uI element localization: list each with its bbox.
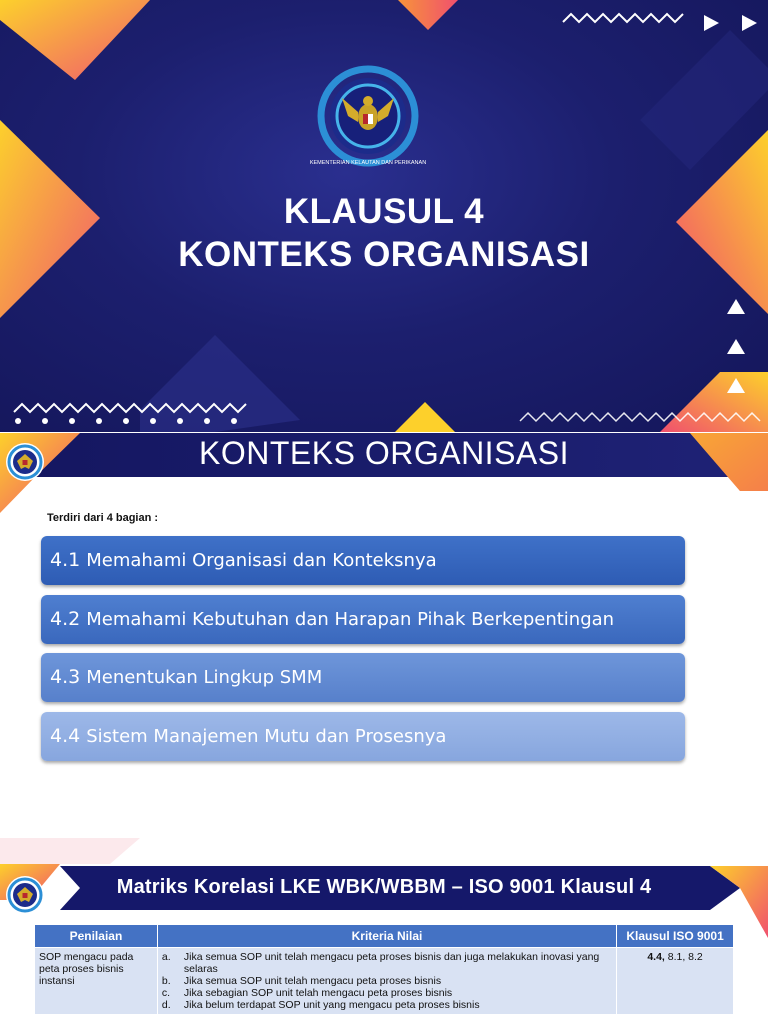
ministry-logo: [308, 64, 428, 168]
klausul-primary: 4.4,: [647, 951, 665, 963]
criteria-letter: c.: [161, 987, 171, 999]
criteria-item: [162, 999, 612, 1011]
clause-item-4-1: [41, 536, 685, 585]
criteria-item: [162, 975, 612, 987]
clause-number: 4.4: [50, 725, 81, 747]
clause-item-4-3: [41, 653, 685, 702]
clause-label: Memahami Kebutuhan dan Harapan Pihak Berkepentingan: [86, 609, 615, 630]
section-intro: Terdiri dari 4 bagian :: [47, 512, 159, 524]
table-row: [35, 948, 734, 1015]
clause-number: 4.2: [50, 608, 81, 630]
cell-penilaian: SOP mengacu pada peta proses bisnis instansi: [35, 948, 158, 1015]
clause-label: Menentukan Lingkup SMM: [86, 667, 323, 688]
slide-title: Matriks Korelasi LKE WBK/WBBM – ISO 9001 Klausul 4: [116, 876, 652, 898]
logo-caption: KEMENTERIAN KELAUTAN DAN PERIKANAN: [309, 160, 427, 166]
clause-label: Sistem Manajemen Mutu dan Prosesnya: [86, 726, 447, 747]
content-slide: [0, 433, 768, 833]
correlation-table: [34, 924, 734, 1015]
header-penilaian: Penilaian: [35, 925, 158, 948]
criteria-letter: d.: [161, 999, 171, 1011]
criteria-text: Jika belum terdapat SOP unit yang mengacu peta proses bisnis: [183, 999, 480, 1011]
clause-number: 4.1: [50, 549, 81, 571]
clause-item-4-2: [41, 595, 685, 644]
cell-klausul: [617, 948, 734, 1015]
slide-title-line-2: KONTEKS ORGANISASI: [178, 235, 590, 274]
table-header-row: [35, 925, 734, 948]
clause-label: Memahami Organisasi dan Konteksnya: [86, 550, 437, 571]
criteria-text: Jika semua SOP unit telah mengacu peta proses bisnis: [183, 975, 442, 987]
header-kriteria: Kriteria Nilai: [157, 925, 616, 948]
criteria-letter: b.: [161, 975, 171, 987]
criteria-item: [162, 951, 612, 975]
criteria-letter: a.: [161, 951, 171, 963]
header-klausul: Klausul ISO 9001: [617, 925, 734, 948]
matrix-slide: [0, 838, 768, 1024]
title-slide: [0, 0, 768, 432]
criteria-text: Jika sebagian SOP unit telah mengacu peta proses bisnis: [183, 987, 453, 999]
clause-item-4-4: [41, 712, 685, 761]
slide-title: KONTEKS ORGANISASI: [199, 435, 569, 471]
criteria-item: [162, 987, 612, 999]
criteria-text: Jika semua SOP unit telah mengacu peta proses bisnis dan juga melakukan inovasi yang selaras: [183, 951, 600, 975]
clause-number: 4.3: [50, 666, 81, 688]
slide-title-line-1: KLAUSUL 4: [283, 192, 485, 231]
klausul-others: 8.1, 8.2: [664, 951, 703, 963]
cell-kriteria: [157, 948, 616, 1015]
